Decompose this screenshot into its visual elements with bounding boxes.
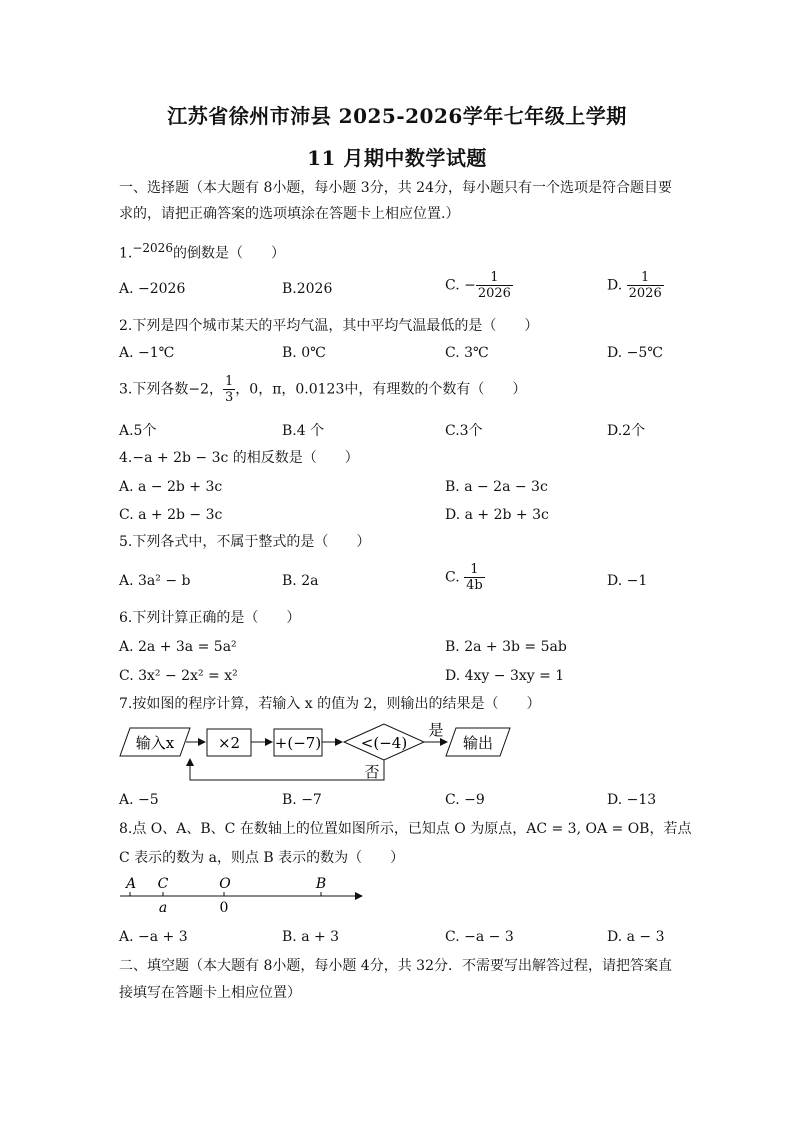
q8-option-d: D. a − 3 (607, 929, 665, 945)
q1-option-d-den: 2026 (628, 286, 662, 301)
q8-value-o: 0 (219, 900, 229, 916)
q3-option-a: A.5个 (119, 423, 157, 439)
q3-frac-den: 3 (225, 390, 234, 405)
flow-input-label: 输入x (135, 734, 175, 752)
flow-arrow-no (190, 759, 384, 780)
q7-option-a: A. −5 (119, 792, 159, 808)
q4-stem: 4.−a + 2b − 3c 的相反数是（ ） (119, 450, 359, 466)
q4-option-a: A. a − 2b + 3c (119, 479, 223, 495)
q5-option-c-den: 4b (466, 578, 483, 593)
q4-option-c: C. a + 2b − 3c (119, 507, 223, 523)
q8-value-c: a (158, 900, 168, 916)
q3-frac-num: 1 (225, 374, 234, 389)
q1-option-c-den: 2026 (477, 286, 511, 301)
q6-option-d: D. 4xy − 3xy = 1 (445, 668, 565, 684)
q3-stem-a: 3.下列各数−2， (119, 381, 223, 398)
q2-option-d: D. −5℃ (607, 345, 663, 361)
q5-option-b: B. 2a (282, 573, 319, 589)
q7-option-c: C. −9 (445, 792, 485, 808)
q6-stem: 6.下列计算正确的是（ ） (119, 610, 301, 626)
q7-stem: 7.按如图的程序计算，若输入 x 的值为 2，则输出的结果是（ ） (119, 696, 541, 712)
q3-option-d: D.2个 (607, 423, 646, 439)
q2-option-b: B. 0℃ (282, 345, 326, 361)
q2-stem: 2.下列是四个城市某天的平均气温，其中平均气温最低的是（ ） (119, 318, 539, 334)
flow-no-label: 否 (364, 763, 380, 781)
q3-option-c: C.3个 (445, 423, 483, 439)
q6-option-a: A. 2a + 3a = 5a² (119, 639, 237, 655)
q1-option-a: A. −2026 (119, 281, 186, 297)
q1-option-c-num: 1 (476, 270, 513, 286)
q5-option-a: A. 3a² − b (119, 573, 191, 589)
section1-intro-line2: 求的，请把正确答案的选项填涂在答题卡上相应位置.） (119, 206, 460, 222)
q1-option-b: B.2026 (282, 281, 333, 297)
q1-option-d-num: 1 (627, 270, 664, 286)
q1-prefix: 1. (119, 245, 133, 262)
section1-intro-line1: 一、选择题（本大题有 8小题，每小题 3分，共 24分，每小题只有一个选项是符合题目要 (119, 180, 672, 196)
q2-option-a: A. −1℃ (119, 345, 175, 361)
flow-add-label: +(−7) (274, 734, 322, 752)
q1-number: −2026 (132, 241, 173, 255)
q2-option-c: C. 3℃ (445, 345, 489, 361)
flow-output-label: 输出 (462, 734, 494, 752)
q8-option-c: C. −a − 3 (445, 929, 514, 945)
q8-stem-line2: C 表示的数为 a，则点 B 表示的数为（ ） (119, 850, 405, 866)
q3-stem-b: ，0，π，0.0123中，有理数的个数有（ ） (235, 381, 527, 398)
q4-option-b: B. a − 2a − 3c (445, 479, 548, 495)
q1-stem-text: 的倒数是（ ） (172, 245, 285, 262)
flow-yes-label: 是 (428, 721, 444, 739)
q4-option-d: D. a + 2b + 3c (445, 507, 549, 523)
q8-stem-line1: 8.点 O、A、B、C 在数轴上的位置如图所示，已知点 O 为原点，AC = 3, OA = OB，若点 (119, 821, 692, 837)
exam-title-line2: 11 月期中数学试题 (307, 146, 487, 170)
q6-option-c: C. 3x² − 2x² = x² (119, 668, 238, 684)
q5-option-c-num: 1 (464, 562, 485, 578)
section2-intro-line2: 接填写在答题卡上相应位置） (119, 985, 301, 1001)
q8-label-a: A (125, 876, 137, 892)
flow-condition-label: <(−4) (360, 734, 408, 752)
q6-option-b: B. 2a + 3b = 5ab (445, 639, 567, 655)
q3-option-b: B.4 个 (282, 423, 325, 439)
exam-title-line1: 江苏省徐州市沛县 2025-2026学年七年级上学期 (167, 104, 627, 128)
q8-option-b: B. a + 3 (282, 929, 340, 945)
q1-option-c-prefix: C. − (445, 277, 476, 294)
q7-option-d: D. −13 (607, 792, 657, 808)
section2-intro-line1: 二、填空题（本大题有 8小题，每小题 4分，共 32分．不需要写出解答过程，请把答案直 (119, 958, 672, 974)
q8-label-o: O (219, 876, 231, 892)
q8-label-b: B (315, 876, 327, 892)
q5-stem: 5.下列各式中，不属于整式的是（ ） (119, 534, 371, 550)
q5-option-c-prefix: C. (445, 569, 460, 586)
q7-option-b: B. −7 (282, 792, 322, 808)
q5-option-d: D. −1 (607, 573, 648, 589)
flow-multiply-label: ×2 (217, 734, 241, 752)
q8-option-a: A. −a + 3 (119, 929, 188, 945)
q8-label-c: C (157, 876, 169, 892)
q1-option-d-prefix: D. (607, 277, 623, 294)
